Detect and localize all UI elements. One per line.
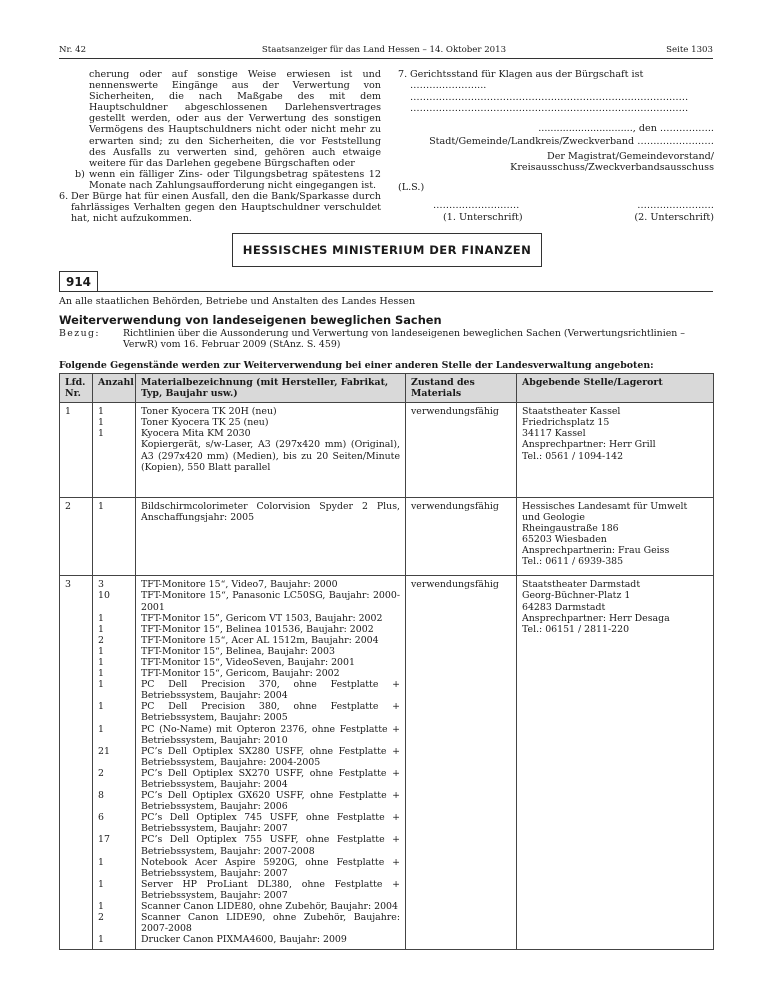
item-description: TFT-Monitor 15“, Belinea 101536, Baujahr: 2002	[141, 623, 374, 635]
location-line: Ansprechpartner: Herr Grill	[522, 439, 656, 451]
item-description: PC Dell Precision 370, ohne Festplatte + Betriebssystem, Baujahr: 2004	[141, 679, 400, 702]
page-label: Seite 1303	[666, 45, 713, 55]
item-quantity: 1	[98, 645, 104, 657]
item-b-marker: b)	[75, 168, 85, 180]
goods-table	[59, 373, 714, 950]
item-quantity: 21	[98, 745, 110, 757]
location-line: Hessisches Landesamt für Umwelt und Geologie	[522, 500, 688, 523]
item-description: TFT-Monitor 15“, Gericom, Baujahr: 2002	[141, 668, 340, 680]
header-zustand: Zustand des Materials	[406, 374, 517, 403]
quantity-cell	[93, 576, 136, 950]
magistrat-line-1: Der Magistrat/Gemeindevorstand/	[547, 150, 714, 162]
ministry-heading: HESSISCHES MINISTERIUM DER FINANZEN	[232, 233, 542, 267]
item-description: PC’s Dell Optiplex SX270 USFF, ohne Festplatte + Betriebssystem, Baujahr: 2004	[141, 767, 400, 790]
header-nr: Lfd. Nr.	[60, 374, 93, 403]
item-description: PC’s Dell Optiplex 755 USFF, ohne Festplatte + Betriebssystem, Baujahr: 2007-2008	[141, 834, 400, 857]
location-line: Ansprechpartner: Herr Desaga	[522, 612, 670, 624]
item-description: PC (No-Name) mit Opteron 2376, ohne Festplatte + Betriebssystem, Baujahr: 2010	[141, 723, 400, 746]
item-b-text: wenn ein fälliger Zins- oder Tilgungsbetrag spätestens 12 Monate nach Zahlungsaufforderung nicht eingegangen ist.	[89, 168, 381, 191]
item-quantity: 1	[98, 406, 104, 418]
journal-title: Staatsanzeiger für das Land Hessen – 14. Oktober 2013	[261, 45, 507, 55]
table-row	[60, 576, 714, 950]
reference-label: Bezug:	[59, 328, 100, 339]
announcement-number: 914	[59, 271, 98, 292]
item-description: Scanner Canon LIDE80, ohne Zubehör, Baujahr: 2004	[141, 901, 398, 913]
location-line: 64283 Darmstadt	[522, 601, 606, 613]
item-quantity: 1	[98, 878, 104, 890]
signature-label-2: (2. Unterschrift)	[634, 211, 714, 223]
item-6-marker: 6.	[59, 191, 69, 203]
item-quantity: 1	[98, 500, 104, 512]
location-line: Georg-Büchner-Platz 1	[522, 590, 631, 602]
item-description: Kyocera Mita KM 2030	[141, 428, 251, 440]
header-stelle: Abgebende Stelle/Lagerort	[517, 374, 714, 403]
quantity-cell	[93, 403, 136, 498]
item-7-marker: 7.	[398, 69, 408, 80]
item-quantity: 8	[98, 790, 104, 802]
location-line: Staatstheater Darmstadt	[522, 579, 641, 591]
signature-dots-1: ………………………	[433, 199, 520, 211]
location-line: 65203 Wiesbaden	[522, 534, 607, 546]
item-quantity: 1	[98, 701, 104, 713]
row-number: 3	[65, 579, 71, 591]
header-material: Materialbezeichnung (mit Hersteller, Fabrikat, Typ, Baujahr usw.)	[136, 374, 406, 403]
condition-cell	[406, 497, 517, 576]
item-quantity: 1	[98, 417, 104, 429]
item-quantity: 3	[98, 579, 104, 591]
item-description: Scanner Canon LIDE90, ohne Zubehör, Baujahre: 2007-2008	[141, 912, 400, 935]
item-description: TFT-Monitore 15“, Video7, Baujahr: 2000	[141, 579, 338, 591]
item-quantity: 1	[98, 856, 104, 868]
item-6-text: Der Bürge hat für einen Ausfall, den die Bank/Sparkasse durch fahrlässiges Verhalten gegen den Hauptschuldner verschuldet hat, nicht aufzukommen.	[71, 191, 381, 225]
city-line: Stadt/Gemeinde/Landkreis/Zweckverband ……………………	[429, 136, 714, 148]
location-line: Ansprechpartnerin: Frau Geiss	[522, 545, 670, 557]
item-6	[59, 191, 381, 224]
item-description: PC Dell Precision 380, ohne Festplatte + Betriebssystem, Baujahr: 2005	[141, 701, 400, 724]
item-quantity: 2	[98, 634, 104, 646]
header-rule	[59, 58, 713, 59]
material-cell	[136, 576, 406, 950]
row-number-cell	[60, 576, 93, 950]
material-cell	[136, 497, 406, 576]
table-row	[60, 497, 714, 576]
item-description: Drucker Canon PIXMA4600, Baujahr: 2009	[141, 934, 347, 946]
table-row	[60, 403, 714, 498]
item-quantity: 2	[98, 912, 104, 924]
location-line: Tel.: 06151 / 2811-220	[522, 623, 630, 635]
location-line: Friedrichsplatz 15	[522, 417, 610, 429]
row-number: 1	[65, 406, 71, 418]
item-7	[398, 69, 714, 92]
item-quantity: 1	[98, 623, 104, 635]
item-description: TFT-Monitor 15“, VideoSeven, Baujahr: 2001	[141, 656, 355, 668]
item-quantity: 1	[98, 428, 104, 440]
page-number: Nr. 42	[59, 45, 87, 55]
location-line: Tel.: 0611 / 6939-385	[522, 556, 624, 568]
location-line: Staatstheater Kassel	[522, 406, 621, 418]
signature-dots-2: ……………………	[637, 199, 714, 211]
item-quantity: 1	[98, 656, 104, 668]
item-quantity: 17	[98, 834, 110, 846]
header-anzahl: Anzahl	[93, 374, 136, 403]
item-description: TFT-Monitor 15“, Belinea, Baujahr: 2003	[141, 645, 335, 657]
item-description: TFT-Monitor 15”, Gericom VT 1503, Baujahr: 2002	[141, 612, 383, 624]
item-description: Bildschirmcolorimeter Colorvision Spyder 2 Plus, Anschaffungsjahr: 2005	[141, 500, 400, 523]
location-line: Tel.: 0561 / 1094-142	[522, 450, 624, 462]
location-cell	[517, 403, 714, 498]
blank-line-1: ……………………………………………………………………………	[410, 91, 689, 103]
item-quantity: 1	[98, 668, 104, 680]
condition-value: verwendungsfähig	[411, 579, 499, 591]
signature-label-1: (1. Unterschrift)	[443, 211, 523, 223]
material-cell	[136, 403, 406, 498]
item-quantity: 1	[98, 612, 104, 624]
item-description: PC’s Dell Optiplex SX280 USFF, ohne Festplatte + Betriebssystem, Baujahre: 2004-2005	[141, 745, 400, 768]
location-cell	[517, 497, 714, 576]
item-description: Toner Kyocera TK 20H (neu)	[141, 406, 277, 418]
item-quantity: 10	[98, 590, 110, 602]
signature-area	[398, 200, 714, 226]
table-header-row	[60, 374, 714, 403]
item-description: Notebook Acer Aspire 5920G, ohne Festplatte + Betriebssystem, Baujahr: 2007	[141, 856, 400, 879]
item-quantity: 1	[98, 901, 104, 913]
item-b	[59, 169, 381, 191]
table-body	[60, 403, 714, 950]
item-description: TFT-Monitore 15“, Panasonic LC50SG, Baujahr: 2000-2001	[141, 590, 400, 613]
row-number-cell	[60, 403, 93, 498]
condition-cell	[406, 576, 517, 950]
item-description: Server HP ProLiant DL380, ohne Festplatte + Betriebssystem, Baujahr: 2007	[141, 878, 400, 901]
right-column	[398, 69, 714, 226]
location-line: 34117 Kassel	[522, 428, 586, 440]
item-description: Toner Kyocera TK 25 (neu)	[141, 417, 269, 429]
addressees: An alle staatlichen Behörden, Betriebe und Anstalten des Landes Hessen	[59, 296, 416, 307]
item-7-text: Gerichtsstand für Klagen aus der Bürgschaft ist …………………...	[410, 69, 644, 92]
magistrat-line-2: Kreisausschuss/Zweckverbandsausschuss	[510, 162, 714, 174]
item-description: Kopiergerät, s/w-Laser, A3 (297x420 mm) (Original), A3 (297x420 mm) (Medien), bis zu 20 Seiten/Minute (Kopien), 550 Blatt parallel	[141, 439, 400, 473]
item-quantity: 1	[98, 723, 104, 735]
item-quantity: 1	[98, 934, 104, 946]
seal-label: (L.S.)	[398, 182, 425, 194]
table-intro: Folgende Gegenstände werden zur Weiterverwendung bei einer anderen Stelle der Landesverwaltung angeboten:	[59, 360, 654, 371]
row-number: 2	[65, 500, 71, 512]
item-description: PC’s Dell Optiplex GX620 USFF, ohne Festplatte + Betriebssystem, Baujahr: 2006	[141, 790, 400, 813]
location-line: Rheingaustraße 186	[522, 522, 619, 534]
location-cell	[517, 576, 714, 950]
condition-value: verwendungsfähig	[411, 406, 499, 418]
section-rule	[59, 291, 713, 292]
date-line: ..............................., den ……………..	[538, 123, 714, 135]
item-description: TFT-Monitore 15“, Acer AL 1512m, Baujahr: 2004	[141, 634, 379, 646]
condition-cell	[406, 403, 517, 498]
condition-value: verwendungsfähig	[411, 500, 499, 512]
blank-line-2: ……………………………………………………………………………	[410, 102, 689, 114]
item-quantity: 6	[98, 812, 104, 824]
quantity-cell	[93, 497, 136, 576]
reference-text: Richtlinien über die Aussonderung und Verwertung von landeseigenen beweglichen Sachen (Verwertungsrichtlinien – VerwR) vom 16. Februar 2009 (StAnz. S. 459)	[123, 328, 685, 350]
item-quantity: 1	[98, 679, 104, 691]
item-description: PC’s Dell Optiplex 745 USFF, ohne Festplatte + Betriebssystem, Baujahr: 2007	[141, 812, 400, 835]
left-column	[59, 69, 381, 224]
row-number-cell	[60, 497, 93, 576]
item-quantity: 2	[98, 767, 104, 779]
item-quantity	[98, 439, 130, 472]
announcement-title: Weiterverwendung von landeseigenen beweglichen Sachen	[59, 313, 442, 327]
continuation-paragraph: cherung oder auf sonstige Weise erwiesen ist und nennenswerte Eingänge aus der Verwertung von Sicherheiten, die nach Maßgabe des mit dem Hauptschuldner abgeschlossenen Darlehensvertrages gestellt werden, oder aus der Verwertung des sonstigen Vermögens des Hauptschuldners nicht oder nicht mehr zu erwarten sind; zu den Sicherheiten, die vor Feststellung des Ausfalls zu verwerten sind, gehören auch etwaige weitere für das Darlehen gegebene Bürgschaften oder	[89, 69, 381, 169]
